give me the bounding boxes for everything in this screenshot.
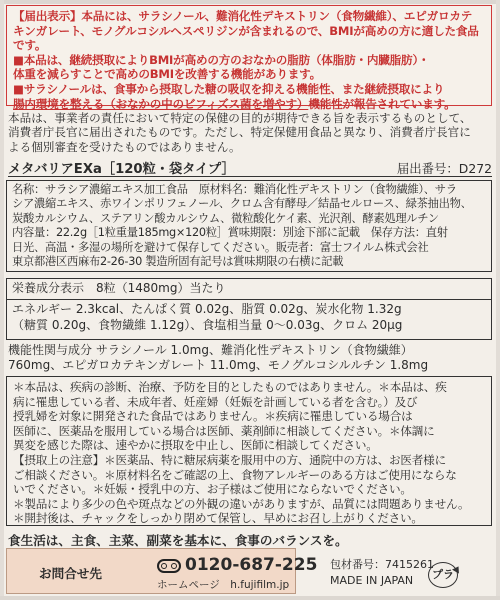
notice-line: 本品は、事業者の責任において特定の保健の目的が期待できる旨を表示するものとして、: [8, 111, 472, 125]
claim-line: [13, 97, 485, 112]
info-line: 日光、高温・多湿の場所を避けて保存してください。販売者：富士フイルム株式会社: [12, 240, 429, 254]
left-edge: [0, 0, 4, 600]
nutrition-header: 栄養成分表示 8粒（1480mg）当たり: [7, 279, 491, 300]
freedial-icon: [157, 559, 181, 573]
plastic-recycle-icon: プラ: [428, 562, 458, 588]
product-name: メタバリアEXa［120粒・袋タイプ］: [8, 162, 235, 177]
caution-line: 【摂取上の注意】＊医薬品、特に糖尿病薬を服用中の方、通院中の方は、お医者様に: [13, 452, 446, 467]
notification-number: 届出番号：D272: [396, 161, 492, 176]
caution-line: いでください。＊妊娠・授乳中の方、お子様はご使用にならないでください。: [13, 482, 412, 497]
info-line: 東京都港区西麻布2-26-30 製造所固有記号は賞味期限の右横に記載: [12, 255, 344, 269]
nutrition-body: [7, 300, 491, 335]
right-edge: [496, 0, 500, 600]
nutrition-line: （糖質 0.20g、食物繊維 1.12g）、食塩相当量 0～0.03g、クロム 20μg: [12, 317, 403, 332]
contact-box: [6, 548, 318, 594]
diet-balance-message: 食生活は、主食、主菜、副菜を基本に、食事のバランスを。: [8, 533, 348, 548]
caution-line: 異変を感じた際は、速やかに摂取を中止し、医師に相談してください。: [13, 438, 378, 453]
claim-underlined: 腸内環境を整える（おなかの中のビフィズス菌を増やす）: [13, 96, 309, 111]
caution-line: ＊本品は、疾病の診断、治療、予防を目的としたものではありません。＊本品は、疾: [13, 380, 447, 394]
notice-text: [8, 111, 492, 154]
claim-line: 体重を減らすことで高めのBMIを改善する機能があります。: [13, 67, 322, 82]
caution-line: 医師に、医薬品を服用している場合は医師、薬剤師に相談してください。＊体調に: [13, 423, 435, 438]
info-line: 名称：サラシア濃縮エキス加工食品 原材料名：難消化性デキストリン（食物繊維）、サラ: [12, 183, 457, 196]
nutrition-facts-box: [6, 278, 492, 340]
claim-line: ■本品は、継続摂取によりBMIが高めの方のおなかの脂肪（体脂肪・内臓脂肪）・: [13, 52, 430, 67]
claim-line: ■サラシノールは、食事から摂取した糖の吸収を抑える機能性、また継続摂取により: [13, 81, 445, 96]
functional-line: 760mg、エピガロカテキンガレート 11.0mg、モノグルコシルルチン 1.8mg: [8, 358, 429, 373]
info-line: 内容量：22.2g［1粒重量185mg×120粒］賞味期限：別途下部に記載 保存方法：直射: [12, 226, 448, 240]
made-in-japan: MADE IN JAPAN: [330, 574, 414, 587]
functional-ingredients: [8, 343, 492, 374]
caution-box: [6, 376, 492, 526]
top-edge: [0, 0, 500, 4]
product-info-box: [6, 180, 492, 272]
functional-line: 機能性関与成分 サラシノール 1.0mg、難消化性デキストリン（食物繊維）: [8, 343, 413, 357]
nutrition-line: エネルギー 2.3kcal、たんぱく質 0.02g、脂質 0.02g、炭水化物 1.32g: [12, 302, 402, 316]
info-line: シア濃縮エキス、赤ワインポリフェノール、クロム含有酵母／結晶セルロース、緑茶抽出物、: [12, 197, 472, 211]
info-line: 炭酸カルシウム、ステアリン酸カルシウム、微粒酸化ケイ素、光沢剤、酵素処理ルチン: [12, 211, 439, 225]
caution-line: ＊製品により多少の色や斑点などの外観の違いがありますが、品質には問題ありません。: [13, 496, 470, 511]
notice-line: 消費者庁長官に届出されたものです。ただし、特定保健用食品と異なり、消費者庁長官に: [8, 125, 471, 140]
caution-line: 授乳婦を対象に開発された食品ではありません。＊疾病に罹患している場合は: [13, 409, 413, 424]
bottom-edge: [0, 596, 500, 600]
caution-line: 病に罹患している者、未成年者、妊産婦（妊娠を計画している者を含む。）及び: [13, 394, 418, 409]
functional-claim-box: [6, 5, 492, 111]
notice-line: よる個別審査を受けたものではありません。: [8, 139, 241, 154]
claim-rest: 機能性が報告されています。: [308, 96, 456, 111]
claim-line: キンガレート、モノグルコシルヘスペリジンが含まれるので、BMIが高めの方に適した食品です。: [13, 23, 479, 53]
claim-line: 【届出表示】本品には、サラシノール、難消化性デキストリン（食物繊維）、エピガロカテ: [13, 9, 473, 23]
package-code: 包材番号：7415261: [330, 558, 434, 571]
caution-line: ＊開封後は、チャックをしっかり閉めて保管し、早めにお召し上がりください。: [13, 511, 423, 526]
caution-line: ご相談ください。＊原材料名をご確認の上、食物アレルギーのある方はご使用にならな: [13, 467, 457, 482]
product-header: [8, 158, 492, 177]
homepage-link[interactable]: ホームページ h.fujifilm.jp: [157, 579, 290, 591]
contact-label: お問合せ先: [39, 566, 102, 581]
phone-number[interactable]: 0120-687-225: [185, 555, 318, 575]
